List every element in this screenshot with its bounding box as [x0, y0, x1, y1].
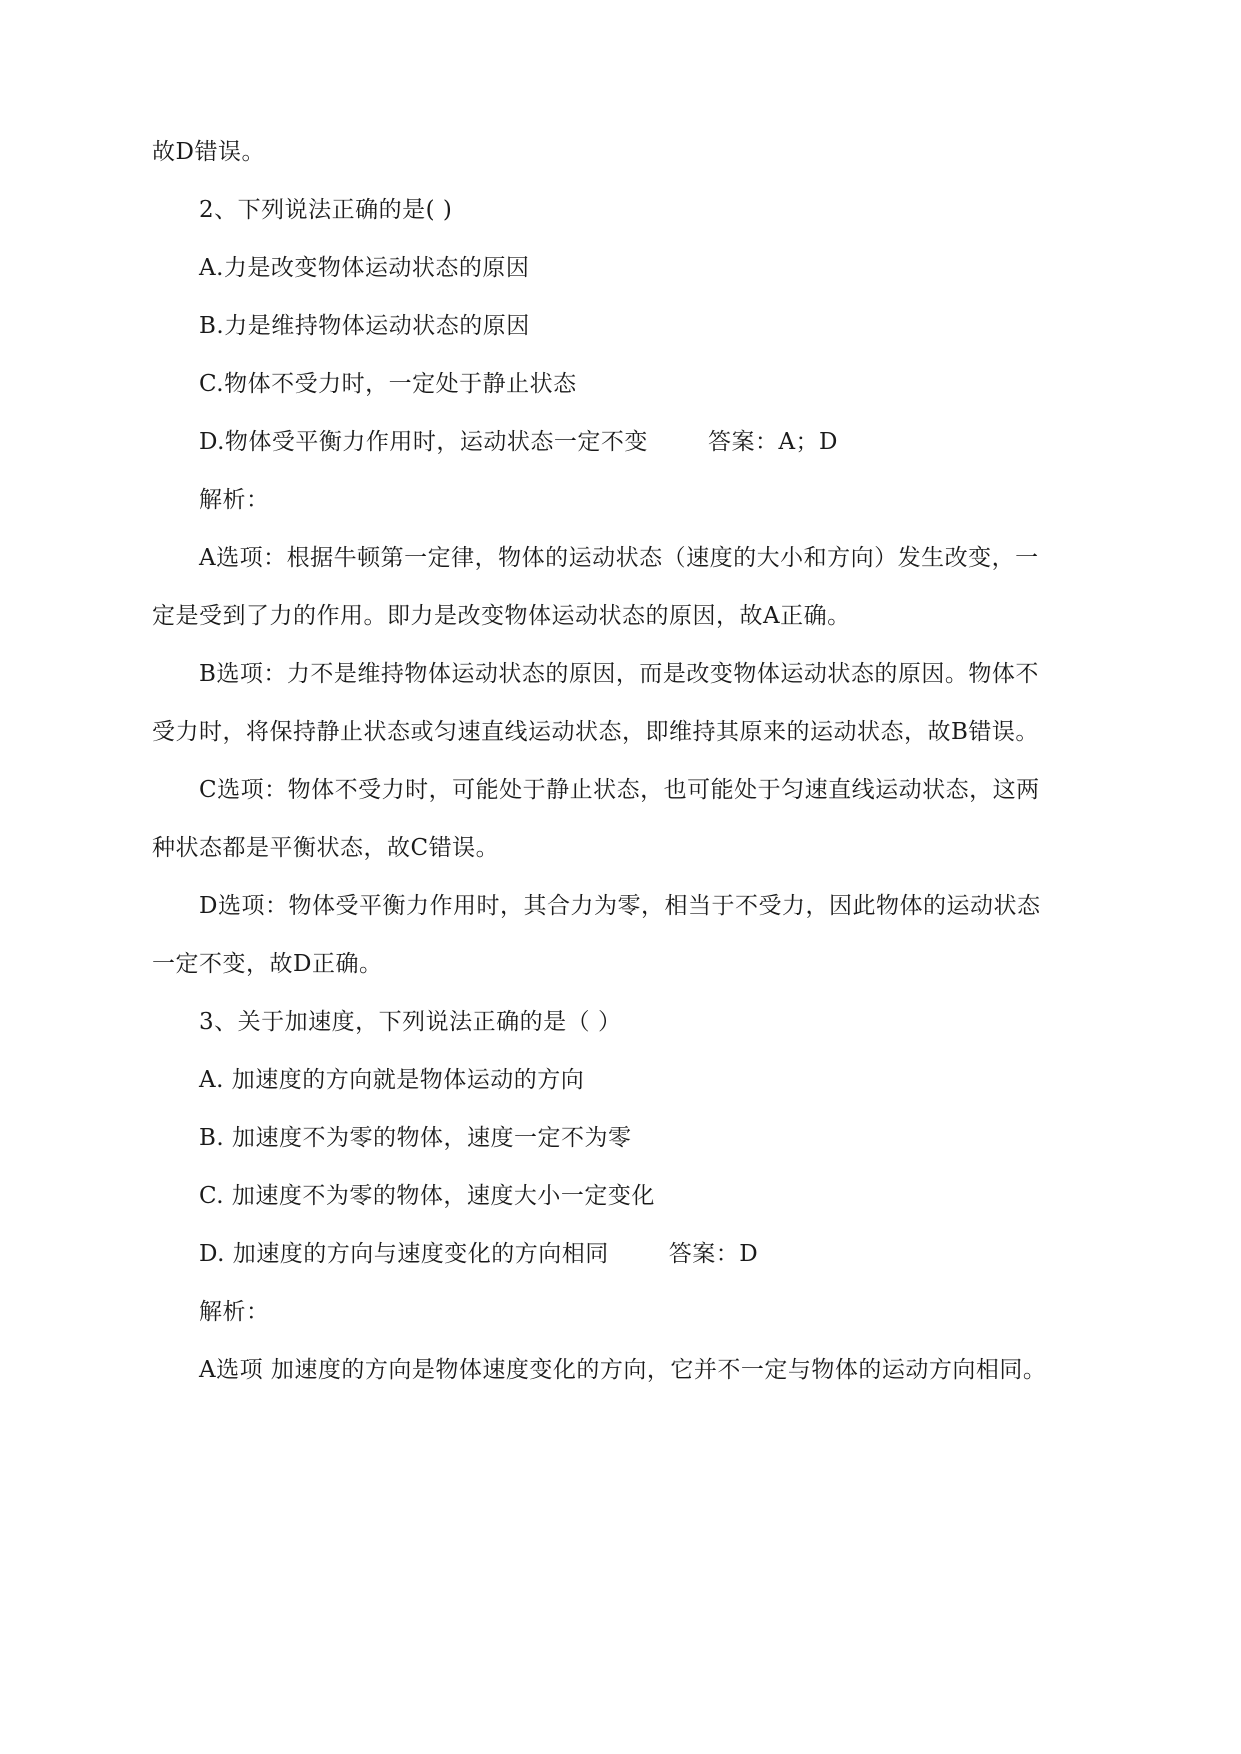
- analysis-c-2: 种状态都是平衡状态，故C错误。: [152, 835, 500, 861]
- analysis-c-1: C选项：物体不受力时，可能处于静止状态，也可能处于匀速直线运动状态，这两: [199, 777, 1040, 803]
- analysis-label: 解析：: [199, 487, 270, 513]
- option-b: B. 加速度不为零的物体，速度一定不为零: [199, 1125, 632, 1151]
- option-a: A.力是改变物体运动状态的原因: [199, 255, 530, 281]
- option-d-line: [199, 1238, 1092, 1270]
- option-a: A. 加速度的方向就是物体运动的方向: [199, 1067, 585, 1093]
- option-c: C.物体不受力时，一定处于静止状态: [199, 371, 577, 397]
- question-title: 2、下列说法正确的是( ): [199, 197, 453, 223]
- answer: 答案：D: [668, 1241, 759, 1267]
- analysis-label: 解析：: [199, 1299, 270, 1325]
- analysis-a-2: 定是受到了力的作用。即力是改变物体运动状态的原因，故A正确。: [152, 603, 851, 629]
- analysis-a-1: A选项 加速度的方向是物体速度变化的方向，它并不一定与物体的运动方向相同。: [199, 1357, 1047, 1383]
- option-c: C. 加速度不为零的物体，速度大小一定变化: [199, 1183, 655, 1209]
- answer: 答案：A；D: [707, 429, 838, 455]
- option-d: D. 加速度的方向与速度变化的方向相同: [199, 1241, 609, 1267]
- analysis-a-1: A选项：根据牛顿第一定律，物体的运动状态（速度的大小和方向）发生改变，一: [199, 545, 1039, 571]
- analysis-d-1: D选项：物体受平衡力作用时，其合力为零，相当于不受力，因此物体的运动状态: [199, 893, 1041, 919]
- option-b: B.力是维持物体运动状态的原因: [199, 313, 530, 339]
- option-d: D.物体受平衡力作用时，运动状态一定不变: [199, 429, 648, 455]
- analysis-d-2: 一定不变，故D正确。: [152, 951, 383, 977]
- option-d-line: [199, 426, 1092, 458]
- analysis-b-2: 受力时，将保持静止状态或匀速直线运动状态，即维持其原来的运动状态，故B错误。: [152, 719, 1039, 745]
- analysis-b-1: B选项：力不是维持物体运动状态的原因，而是改变物体运动状态的原因。物体不: [199, 661, 1039, 687]
- text-line: 故D错误。: [152, 139, 265, 165]
- question-title: 3、关于加速度，下列说法正确的是（ ）: [199, 1009, 622, 1035]
